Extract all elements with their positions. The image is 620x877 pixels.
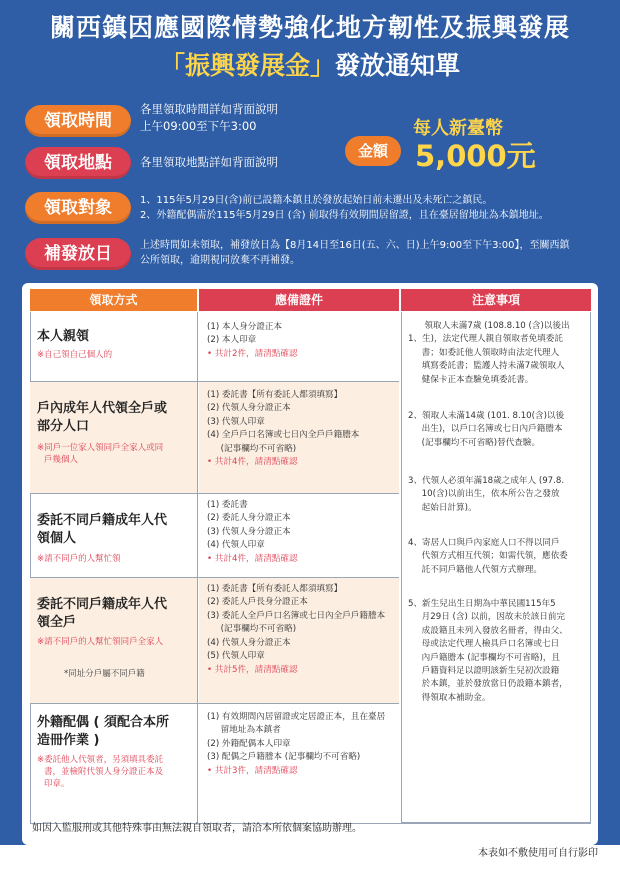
table-row (30, 312, 399, 382)
method-note-line2: 書，並檢附代領人身分證正本及 (44, 767, 164, 777)
docs-cell (199, 382, 399, 493)
amount-badge: 金額 (345, 136, 401, 166)
note-item-2: 2、領取人未滿14歲 (101. 8.10(含)以後 出生)，以戶口名簿或七日內戶籍謄本 (記事欄均不可省略)替代查驗。 (408, 411, 565, 448)
method-cell (30, 494, 198, 577)
method-title-line1: 外籍配偶 ( 須配合本所 (37, 715, 169, 730)
docs-list: (1) 委託書【所有委託人都須填寫】 (2) 代領人身分證正本 (3) 代領人印章 (4) 全戶戶口名簿或七日內全戶戶籍謄本 (記事欄均不可省略) (207, 390, 360, 454)
time-label: 領取時間 (25, 105, 131, 137)
place-text: 各里領取地點詳如背面說明 (140, 155, 278, 169)
title-line1: 關西鎮因應國際情勢強化地方韌性及振興發展 (49, 13, 570, 42)
docs-total: • 共計4件，請清點確認 (207, 457, 298, 467)
reissue-line1: 上述時間如未領取，補發放日為【8月14日至16日(五、六、日)上午9:00至下午3:00】，至關西鎮 (140, 240, 570, 251)
method-note-line3: 印章。 (44, 779, 70, 789)
target-info (140, 193, 549, 223)
method-cell (30, 382, 198, 493)
time-line2: 上午09:00至下午3:00 (140, 119, 257, 133)
reissue-label: 補發放日 (25, 238, 131, 270)
method-note: ※請不同戶的人幫忙領 (37, 554, 121, 564)
place-label: 領取地點 (25, 147, 131, 179)
method-title: 本人親領 (37, 329, 90, 344)
docs-cell (199, 704, 399, 823)
method-title-line1: 委託不同戶籍成年人代 (37, 513, 168, 528)
docs-list: (1) 有效期間內居留證或定居證正本，且在臺居 留地址為本鎮者 (2) 外籍配偶本人印章 (3) 配偶之戶籍謄本 (記事欄均不可省略) (207, 712, 386, 763)
docs-cell (199, 494, 399, 577)
method-title-line2: 部分人口 (37, 419, 90, 434)
time-line1: 各里領取時間詳如背面說明 (140, 102, 278, 116)
notice-title (0, 0, 620, 90)
copy-note: 本表如不敷使用可自行影印 (478, 848, 598, 859)
note-item-1: 領取人未滿7歲 (108.8.10 (含)以後出 1、生)，法定代理人親自領取者免填委託 書；如委託他人領取時由法定代理人 填寫委託書；監護人持未滿7歲領取人 健保卡正本查驗免填委託書。 (408, 321, 570, 385)
time-info (140, 101, 278, 135)
method-cell (30, 312, 198, 381)
target-line2: 2、外籍配偶需於115年5月29日 (含) 前取得有效期間居留證，且在臺居留地址為本鎮地址。 (140, 210, 549, 221)
method-note-line2: 戶幾個人 (44, 455, 79, 465)
table-row (30, 704, 399, 823)
title-rest: 發放通知單 (335, 51, 461, 80)
header-notes: 注意事項 (401, 289, 591, 311)
table-row (30, 382, 399, 494)
docs-cell (199, 578, 399, 703)
method-title-line2: 造冊作業 ) (37, 733, 100, 748)
docs-total: • 共計5件，請清點確認 (207, 665, 298, 675)
method-note: ※自己領自己個人的 (37, 350, 113, 360)
title-open-bracket: 「 (159, 51, 185, 80)
docs-total: • 共計3件，請清點確認 (207, 766, 298, 776)
docs-list: (1) 委託書【所有委託人都須填寫】 (2) 委託人戶長身分證正本 (3) 委託人全戶戶口名簿或七日內全戶戶籍謄本 (記事欄均不可省略) (4) 代領人身分證正本 (5) 代領人印章 (207, 584, 386, 662)
reissue-info (140, 238, 570, 268)
method-note-line1: ※委託他人代領者，另須填具委託 (37, 755, 164, 765)
method-title-line2: 領全戶 (37, 615, 77, 630)
docs-total: • 共計2件，請清點確認 (207, 349, 298, 359)
method-table (22, 283, 598, 845)
title-line2 (0, 46, 620, 82)
title-highlight: 振興發展金 (184, 51, 310, 80)
note-item-4: 4、寄居人口與戶內家庭人口不得以同戶 代領方式相互代領；如需代領，應依委 託不同戶籍他人代領方式辦理。 (408, 538, 568, 575)
docs-list: (1) 委託書 (2) 委託人身分證正本 (3) 代領人身分證正本 (4) 代領人印章 (207, 500, 291, 551)
table-row (30, 578, 399, 704)
header-docs: 應備證件 (199, 289, 399, 311)
note-item-3: 3、代領人必須年滿18歲之成年人 (97.8. 10(含)以前出生，依本所公告之發放 起始日計算)。 (408, 476, 565, 513)
notes-column (401, 312, 591, 823)
target-label: 領取對象 (25, 192, 131, 224)
method-note: ※請不同戶的人幫忙領同戶全家人 (37, 637, 164, 647)
docs-cell (199, 312, 399, 381)
title-close-bracket: 」 (310, 51, 336, 80)
method-subnote: *同址分戶屬不同戶籍 (64, 669, 145, 679)
method-cell (30, 578, 198, 703)
amount-line1: 每人新臺幣 (413, 118, 503, 139)
amount-box (345, 118, 600, 176)
method-title-line1: 委託不同戶籍成年人代 (37, 597, 168, 612)
header-method: 領取方式 (30, 289, 197, 311)
docs-total: • 共計4件，請清點確認 (207, 554, 298, 564)
table-footer-note: 如因入監服刑或其他特殊事由無法親自領取者，請洽本所依個案協助辦理。 (32, 823, 362, 834)
method-title-line1: 戶內成年人代領全戶或 (37, 401, 168, 416)
docs-list: (1) 本人身分證正本 (2) 本人印章 (207, 322, 283, 346)
note-item-5: 5、新生兒出生日期為中華民國115年5 月29日 (含) 以前，因故未於該日前完 成設籍且未列入發放名冊者，得由父、 母或法定代理人檢具戶口名簿或七日 內戶籍謄本 (記事欄均不可省略)，且 戶籍資料足以證明該新生兒初次設籍 於本鎮，並於發放當日仍設籍本鎮者， 得領取本補助金。 (408, 599, 568, 703)
method-note-line1: ※同戶一位家人領同戶全家人或同 (37, 443, 164, 453)
reissue-line2: 公所領取，逾期視同放棄不再補發。 (140, 255, 300, 266)
amount-value: 5,000元 (415, 139, 536, 173)
target-line1: 1、115年5月29日(含)前已設籍本鎮且於發放起始日前未遷出及未死亡之鎮民。 (140, 195, 493, 206)
method-title-line2: 領個人 (37, 531, 77, 546)
method-cell (30, 704, 198, 823)
table-row (30, 494, 399, 578)
